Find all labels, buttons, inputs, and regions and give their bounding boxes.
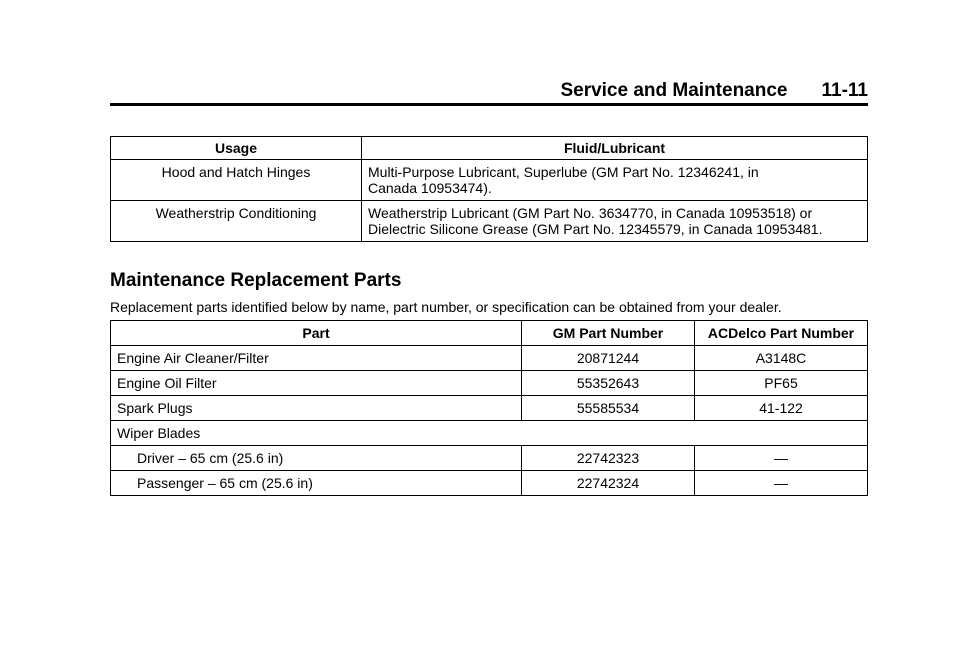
table-row bbox=[111, 446, 868, 471]
cell-usage: Hood and Hatch Hinges bbox=[111, 160, 362, 201]
fluid-line: Canada 10953474). bbox=[368, 180, 492, 196]
parts-table bbox=[110, 320, 868, 496]
table-row bbox=[111, 396, 868, 421]
column-header-acdelco-part-number: ACDelco Part Number bbox=[695, 321, 868, 346]
header-rule bbox=[110, 103, 868, 106]
fluid-line: Dielectric Silicone Grease (GM Part No. 12345579, in Canada 10953481. bbox=[368, 221, 823, 237]
table-row bbox=[111, 346, 868, 371]
page-header bbox=[110, 80, 868, 102]
cell-fluid bbox=[362, 201, 868, 242]
table-group-row bbox=[111, 421, 868, 446]
cell-gm-part-number: 55352643 bbox=[522, 371, 695, 396]
cell-part: Spark Plugs bbox=[111, 396, 522, 421]
column-header-usage: Usage bbox=[111, 137, 362, 160]
cell-part: Passenger – 65 cm (25.6 in) bbox=[111, 471, 522, 496]
section-title: Maintenance Replacement Parts bbox=[110, 270, 402, 291]
page-number: 11-11 bbox=[821, 80, 868, 101]
column-header-fluid: Fluid/Lubricant bbox=[362, 137, 868, 160]
cell-part: Engine Oil Filter bbox=[111, 371, 522, 396]
table-row bbox=[111, 371, 868, 396]
table-row bbox=[111, 471, 868, 496]
fluid-line: Weatherstrip Lubricant (GM Part No. 3634770, in Canada 10953518) or bbox=[368, 205, 813, 221]
cell-acdelco-part-number: A3148C bbox=[695, 346, 868, 371]
table-header-row bbox=[111, 321, 868, 346]
cell-gm-part-number: 55585534 bbox=[522, 396, 695, 421]
cell-acdelco-part-number: PF65 bbox=[695, 371, 868, 396]
section-intro: Replacement parts identified below by name, part number, or specification can be obtained from your dealer. bbox=[110, 299, 782, 315]
table-row bbox=[111, 160, 868, 201]
column-header-part: Part bbox=[111, 321, 522, 346]
cell-part: Engine Air Cleaner/Filter bbox=[111, 346, 522, 371]
cell-acdelco-part-number: 41-122 bbox=[695, 396, 868, 421]
cell-gm-part-number: 20871244 bbox=[522, 346, 695, 371]
cell-part: Driver – 65 cm (25.6 in) bbox=[111, 446, 522, 471]
table-row bbox=[111, 201, 868, 242]
table-header-row bbox=[111, 137, 868, 160]
cell-usage: Weatherstrip Conditioning bbox=[111, 201, 362, 242]
column-header-gm-part-number: GM Part Number bbox=[522, 321, 695, 346]
cell-acdelco-part-number: — bbox=[695, 471, 868, 496]
cell-gm-part-number: 22742323 bbox=[522, 446, 695, 471]
cell-group-label: Wiper Blades bbox=[111, 421, 868, 446]
cell-acdelco-part-number: — bbox=[695, 446, 868, 471]
cell-fluid bbox=[362, 160, 868, 201]
cell-gm-part-number: 22742324 bbox=[522, 471, 695, 496]
fluids-table bbox=[110, 136, 868, 242]
fluid-line: Multi-Purpose Lubricant, Superlube (GM Part No. 12346241, in bbox=[368, 164, 759, 180]
header-title: Service and Maintenance bbox=[560, 80, 788, 101]
